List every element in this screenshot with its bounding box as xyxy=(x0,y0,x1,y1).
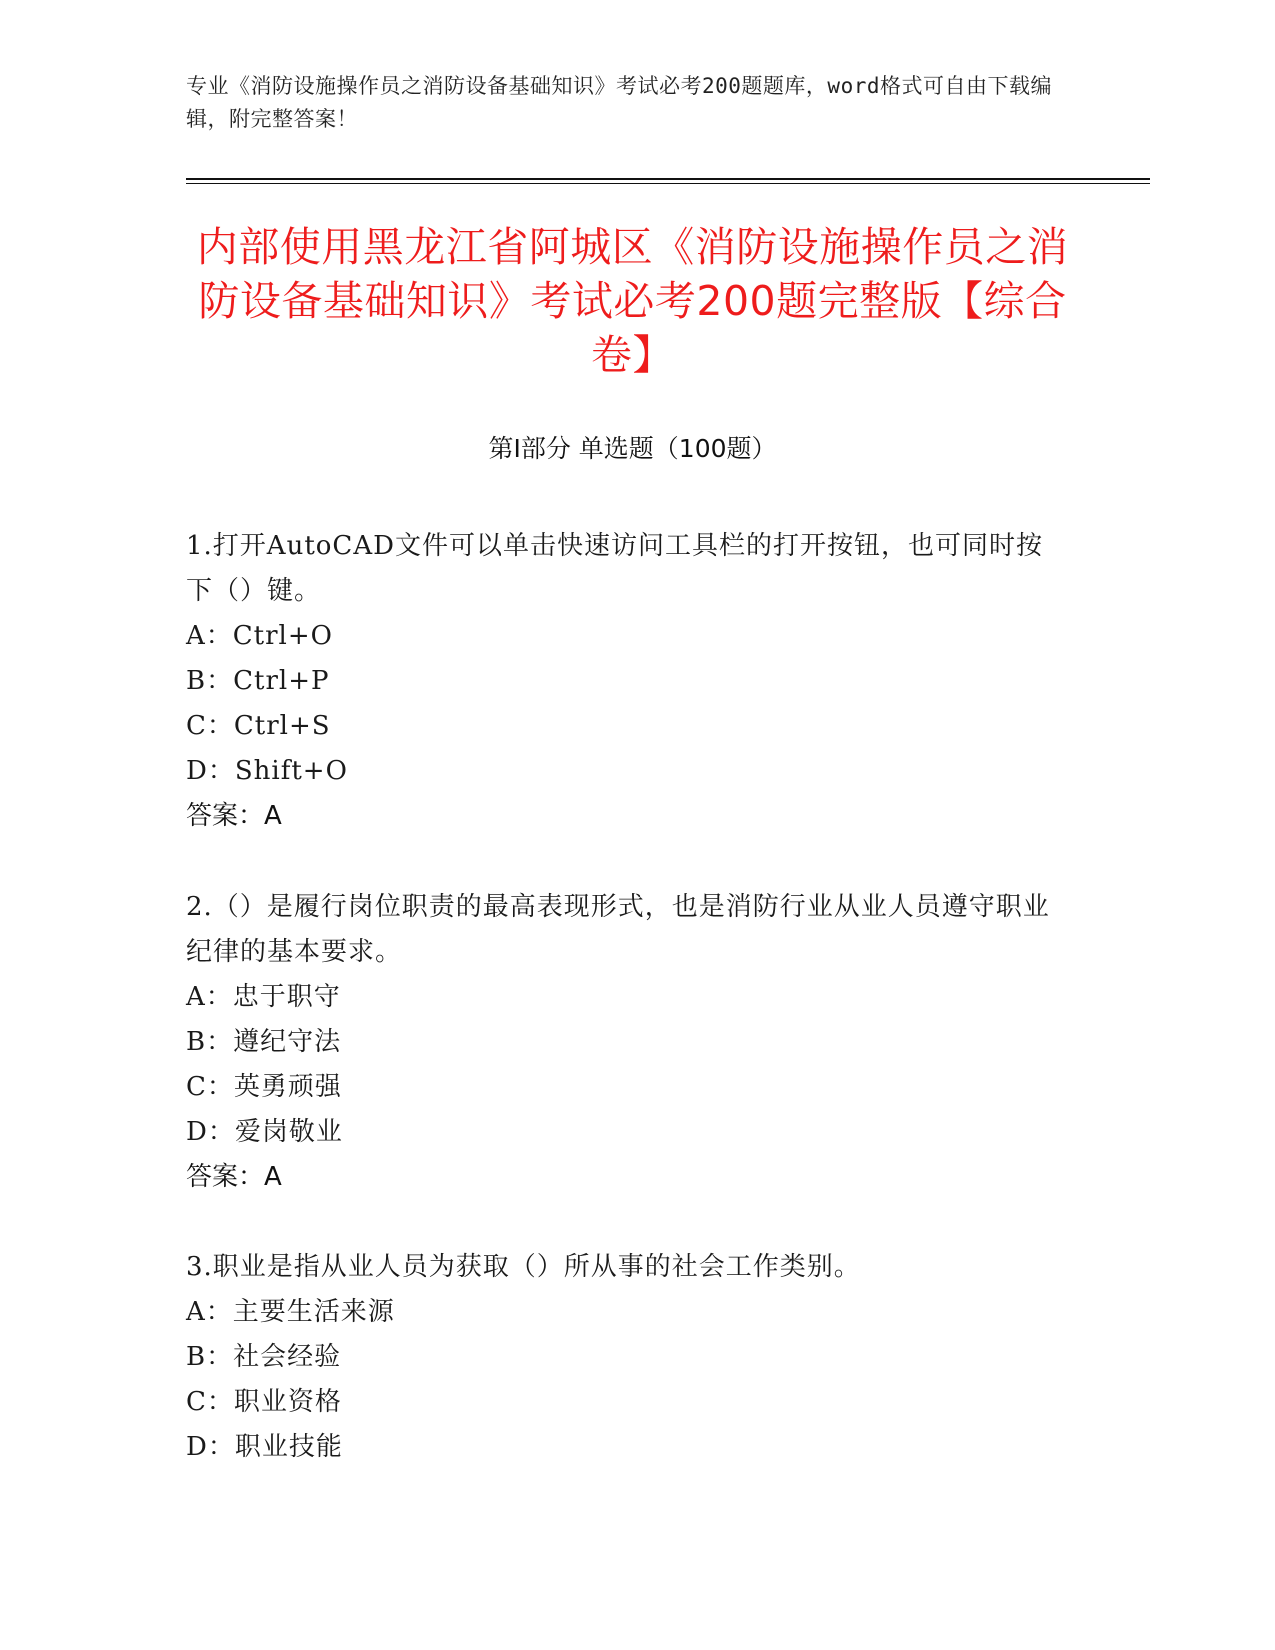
option-b: B：Ctrl+P xyxy=(186,666,330,696)
answer: 答案：A xyxy=(186,1162,282,1192)
question-3 xyxy=(186,1245,1066,1470)
question-2 xyxy=(186,885,1066,1200)
question-stem: 3.职业是指从业人员为获取（）所从事的社会工作类别。 xyxy=(186,1252,861,1282)
option-b: B：社会经验 xyxy=(186,1342,342,1372)
option-b: B：遵纪守法 xyxy=(186,1027,342,1057)
answer: 答案：A xyxy=(186,801,282,831)
section-title: 第I部分 单选题（100题） xyxy=(488,434,777,463)
document-title: 内部使用黑龙江省阿城区《消防设施操作员之消防设备基础知识》考试必考200题完整版【综合卷】 xyxy=(196,223,1069,379)
header-rule-thick xyxy=(186,178,1150,180)
option-c: C：英勇顽强 xyxy=(186,1072,342,1102)
question-1 xyxy=(186,524,1066,839)
option-c: C：Ctrl+S xyxy=(186,711,331,741)
question-stem: 2.（）是履行岗位职责的最高表现形式，也是消防行业从业人员遵守职业纪律的基本要求。 xyxy=(186,892,1050,967)
question-stem: 1.打开AutoCAD文件可以单击快速访问工具栏的打开按钮，也可同时按下（）键。 xyxy=(186,531,1043,606)
option-a: A：忠于职守 xyxy=(186,982,341,1012)
option-d: D：Shift+O xyxy=(186,756,348,786)
option-a: A：Ctrl+O xyxy=(186,621,333,651)
option-d: D：爱岗敬业 xyxy=(186,1117,343,1147)
header-rule-thin xyxy=(186,183,1150,184)
header-note: 专业《消防设施操作员之消防设备基础知识》考试必考200题题库，word格式可自由下载编辑，附完整答案！ xyxy=(186,74,1052,131)
option-a: A：主要生活来源 xyxy=(186,1297,395,1327)
option-d: D：职业技能 xyxy=(186,1432,343,1462)
option-c: C：职业资格 xyxy=(186,1387,342,1417)
